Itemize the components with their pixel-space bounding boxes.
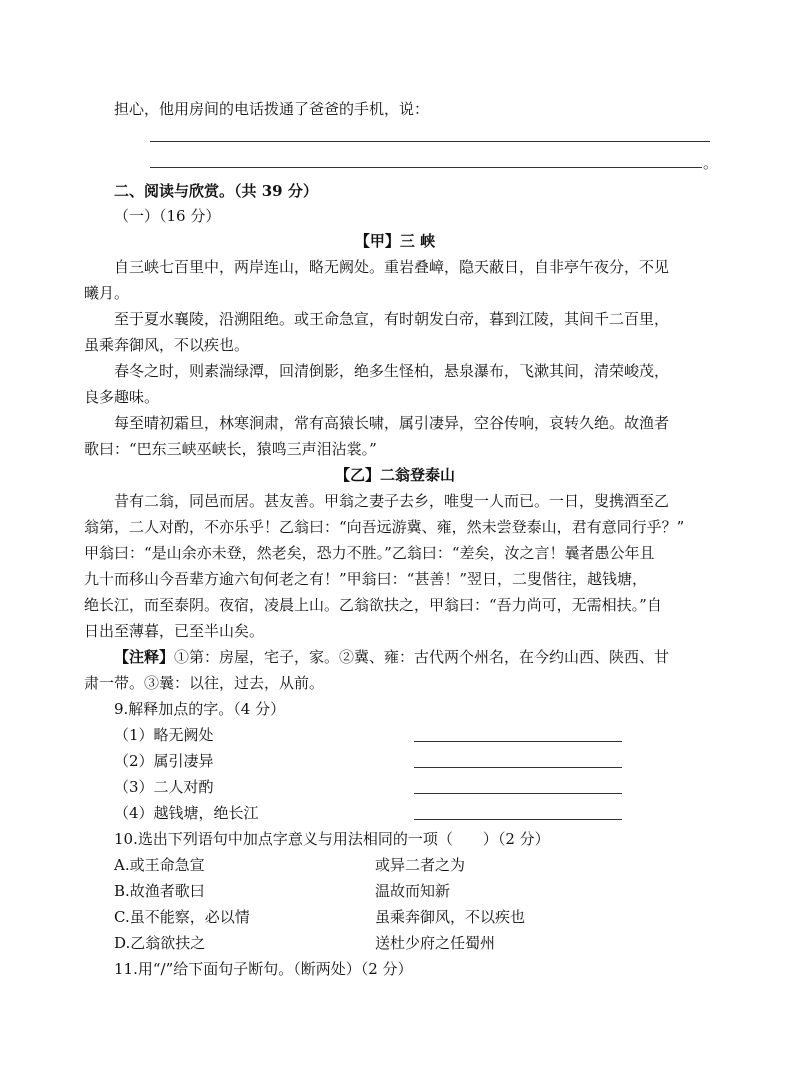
q11-stem: 11.用“/”给下面句子断句。（断两处）（2 分）: [114, 960, 413, 978]
q9-answer-line-2[interactable]: [414, 767, 622, 768]
jia-p3-line2: 良多趣味。: [84, 388, 160, 406]
yi-line1: 昔有二翁，同邑而居。甚友善。甲翁之妻子去乡，唯叟一人而已。一日，叟携酒至乙: [114, 492, 670, 510]
q9-answer-line-3[interactable]: [414, 793, 622, 794]
q10-stem: 10.选出下列语句中加点字意义与用法相同的一项（ ）（2 分）: [114, 830, 550, 848]
jia-p1-line1: 自三峡七百里中，两岸连山，略无阙处。重岩叠嶂，隐天蔽日，自非亭午夜分，不见: [114, 258, 670, 276]
yi-line3: 甲翁曰：“是山余亦未登，然老矣，恐力不胜。”乙翁曰：“差矣，汝之言！曩者愚公年且: [84, 544, 655, 562]
notes-label: 【注释】: [114, 648, 175, 666]
notes-line1: [114, 647, 669, 667]
q10-option-b-left: B.故渔者歌曰: [114, 882, 205, 900]
q9-item-1: （1）略无阙处: [114, 726, 214, 744]
q9-stem: 9.解释加点的字。（4 分）: [114, 700, 286, 718]
jia-p3-line1: 春冬之时，则素湍绿潭，回清倒影，绝多生怪柏，悬泉瀑布，飞漱其间，清荣峻茂，: [114, 362, 670, 380]
notes-line2: 肃一带。③曩：以往，过去，从前。: [84, 674, 325, 692]
q10-option-d-left: D.乙翁欲扶之: [114, 934, 206, 952]
q10-option-d-right: 送杜少府之任蜀州: [375, 934, 496, 952]
q10-option-c-right: 虽乘奔御风，不以疾也: [375, 908, 526, 926]
jia-p4-line1: 每至晴初霜旦，林寒涧肃，常有高猿长啸，属引凄异，空谷传响，哀转久绝。故渔者: [114, 414, 670, 432]
yi-line6: 日出至薄暮，已至半山矣。: [84, 622, 265, 640]
jia-p4-line2: 歌曰：“巴东三峡巫峡长，猿鸣三声泪沾裳。”: [84, 440, 377, 458]
answer-line-1: [150, 141, 710, 142]
notes-text1: ①第：房屋，宅子，家。②冀、雍：古代两个州名，在今约山西、陕西、甘: [174, 648, 670, 666]
q9-item-3: （3）二人对酌: [114, 778, 214, 796]
jia-p2-line1: 至于夏水襄陵，沿溯阻绝。或王命急宣，有时朝发白帝，暮到江陵，其间千二百里，: [114, 310, 670, 328]
q9-item-4: （4）越钱塘，绝长江: [114, 804, 259, 822]
jia-p1-line2: 曦月。: [84, 284, 130, 302]
passage-yi-title: 【乙】二翁登泰山: [334, 466, 455, 484]
q10-option-c-left: C.虽不能察，必以情: [114, 908, 250, 926]
jia-p2-line2: 虽乘奔御风，不以疾也。: [84, 336, 250, 354]
q10-option-a-left: A.或王命急宣: [114, 856, 205, 874]
answer-end-mark: 。: [703, 154, 719, 172]
section2-title: 二、阅读与欣赏。（共 39 分）: [114, 182, 318, 200]
yi-line5: 绝长江，而至泰阴。夜宿，凌晨上山。乙翁欲扶之，甲翁曰：“吾力尚可，无需相扶。”自: [84, 596, 662, 614]
intro-line: 担心，他用房间的电话拨通了爸爸的手机，说：: [114, 100, 430, 118]
passage-jia-title: 【甲】三 峡: [354, 232, 436, 250]
q9-answer-line-4[interactable]: [414, 819, 622, 820]
q9-answer-line-1[interactable]: [414, 741, 622, 742]
q9-item-2: （2）属引凄异: [114, 752, 214, 770]
answer-line-2: [150, 167, 702, 168]
yi-line2: 翁第，二人对酌，不亦乐乎！乙翁曰：“向吾远游冀、雍，然未尝登泰山，君有意同行乎？”: [84, 518, 685, 536]
q10-option-b-right: 温故而知新: [375, 882, 451, 900]
q10-option-a-right: 或异二者之为: [375, 856, 466, 874]
part1-label: （一）（16 分）: [114, 207, 221, 225]
yi-line4: 九十而移山今吾辈方逾六旬何老之有！”甲翁曰：“甚善！”翌日，二叟偕往，越钱塘，: [84, 570, 648, 588]
